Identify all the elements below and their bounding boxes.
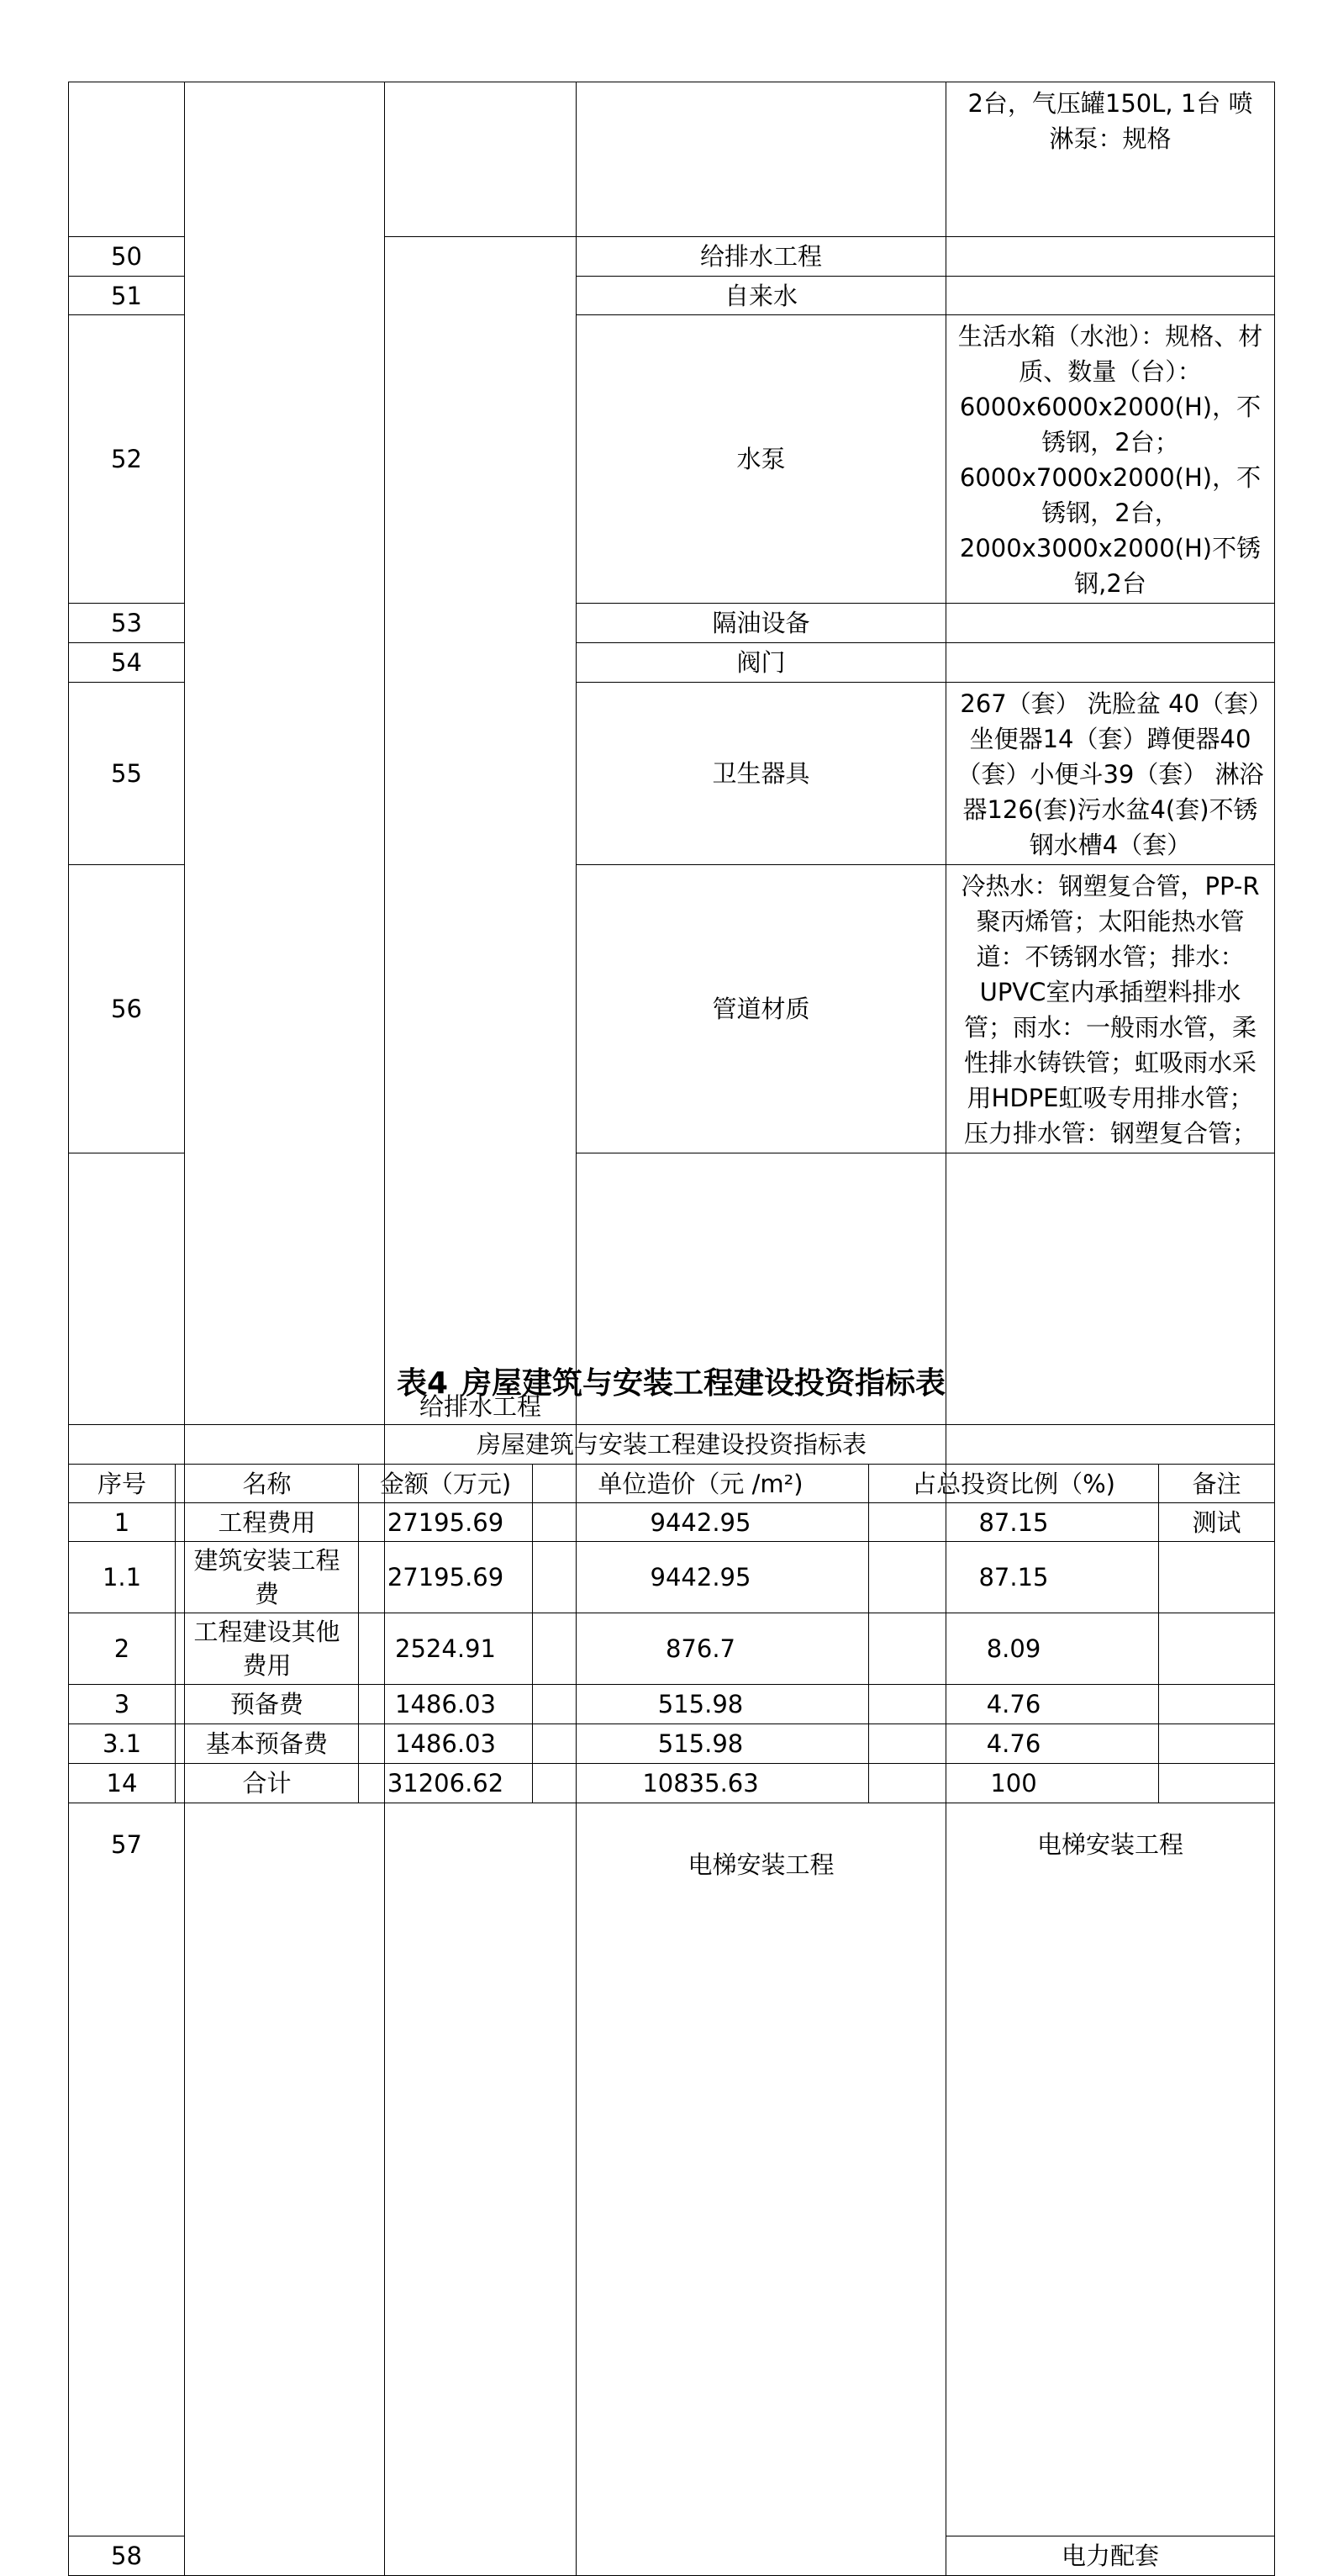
cell-ratio: 4.76 <box>869 1685 1159 1724</box>
cell-serial: 14 <box>69 1764 176 1803</box>
row-number: 50 <box>69 237 185 277</box>
item-description <box>946 643 1275 683</box>
cell-unit-cost: 9442.95 <box>533 1542 869 1613</box>
category-cell <box>185 82 385 2576</box>
cell-name: 工程建设其他费用 <box>176 1613 359 1685</box>
cell-name: 基本预备费 <box>176 1724 359 1764</box>
item-description: 冷热水：钢塑复合管，PP-R聚丙烯管；太阳能热水管道：不锈钢水管；排水：UPVC室内承插塑料排水管；雨水：一般雨水管，柔性排水铸铁管；虹吸雨水采用HDPE虹吸专用排水管；压力排水管：钢塑复合管； <box>946 865 1275 1153</box>
cell-ratio: 87.15 <box>869 1542 1159 1613</box>
row-number: 56 <box>69 865 185 1153</box>
cell-name: 建筑安装工程费 <box>176 1542 359 1613</box>
cell-remark <box>1159 1542 1275 1613</box>
cell-remark <box>1159 1685 1275 1724</box>
table-caption <box>68 1364 1274 1404</box>
cell-amount: 1486.03 <box>359 1685 533 1724</box>
item-name: 自来水 <box>577 277 946 315</box>
item-name: 电力配套 <box>946 2536 1275 2576</box>
item-name: 管道材质 <box>577 865 946 1153</box>
item-name: 水泵 <box>577 315 946 604</box>
group-water-supply: 给排水工程 <box>385 237 577 2576</box>
header-cell: 金额（万元) <box>359 1465 533 1503</box>
item-name: 给排水工程 <box>577 237 946 277</box>
item-description <box>946 277 1275 315</box>
item-name: 卫生器具 <box>577 683 946 865</box>
group-elevator: 电梯安装工程 <box>577 1153 946 2576</box>
row-number: 54 <box>69 643 185 683</box>
item-name: 隔油设备 <box>577 604 946 643</box>
cell-ratio: 4.76 <box>869 1724 1159 1764</box>
cell-serial: 1.1 <box>69 1542 176 1613</box>
row-number: 52 <box>69 315 185 604</box>
caption-title: 房屋建筑与安装工程建设投资指标表 <box>461 1366 946 1401</box>
row-number: 51 <box>69 277 185 315</box>
cell-serial: 2 <box>69 1613 176 1685</box>
cell-ratio: 8.09 <box>869 1613 1159 1685</box>
item-name <box>577 82 946 237</box>
item-description <box>946 604 1275 643</box>
caption-number: 表4 <box>396 1366 449 1401</box>
item-name: 阀门 <box>577 643 946 683</box>
item-description: 2台，气压罐150L, 1台 喷淋泵：规格 <box>946 82 1275 237</box>
cell-serial: 3.1 <box>69 1724 176 1764</box>
item-description: 生活水箱（水池）：规格、材质、数量（台）：6000x6000x2000(H)，不锈钢，2台；6000x7000x2000(H)，不锈钢，2台，2000x3000x2000(H)不锈钢,2台 <box>946 315 1275 604</box>
investment-index-table <box>68 1424 1275 1803</box>
cell-serial: 3 <box>69 1685 176 1724</box>
cell-remark <box>1159 1724 1275 1764</box>
cell-amount: 27195.69 <box>359 1542 533 1613</box>
table-title: 房屋建筑与安装工程建设投资指标表 <box>69 1425 1275 1465</box>
equipment-table <box>68 82 1275 2576</box>
row-number: 57 <box>69 1153 185 2536</box>
cell-name: 工程费用 <box>176 1503 359 1542</box>
cell-ratio: 100 <box>869 1764 1159 1803</box>
cell-name: 预备费 <box>176 1685 359 1724</box>
subcategory-cell <box>385 82 577 237</box>
item-description <box>946 237 1275 277</box>
item-description: 267（套） 洗脸盆 40（套）坐便器14（套）蹲便器40（套）小便斗39（套） 淋浴器126(套)污水盆4(套)不锈钢水槽4（套） <box>946 683 1275 865</box>
row-number <box>69 82 185 237</box>
cell-unit-cost: 9442.95 <box>533 1503 869 1542</box>
row-number: 58 <box>69 2536 185 2576</box>
cell-unit-cost: 876.7 <box>533 1613 869 1685</box>
header-cell: 占总投资比例（%) <box>869 1465 1159 1503</box>
header-cell: 备注 <box>1159 1465 1275 1503</box>
cell-remark <box>1159 1613 1275 1685</box>
header-cell: 单位造价（元 /m²) <box>533 1465 869 1503</box>
cell-unit-cost: 515.98 <box>533 1685 869 1724</box>
cell-amount: 31206.62 <box>359 1764 533 1803</box>
row-number: 53 <box>69 604 185 643</box>
header-cell: 名称 <box>176 1465 359 1503</box>
cell-unit-cost: 10835.63 <box>533 1764 869 1803</box>
row-number: 55 <box>69 683 185 865</box>
item-name: 电梯安装工程 <box>946 1153 1275 2536</box>
cell-unit-cost: 515.98 <box>533 1724 869 1764</box>
header-cell: 序号 <box>69 1465 176 1503</box>
cell-remark: 测试 <box>1159 1503 1275 1542</box>
cell-amount: 2524.91 <box>359 1613 533 1685</box>
cell-name: 合计 <box>176 1764 359 1803</box>
cell-remark <box>1159 1764 1275 1803</box>
cell-amount: 1486.03 <box>359 1724 533 1764</box>
cell-ratio: 87.15 <box>869 1503 1159 1542</box>
cell-serial: 1 <box>69 1503 176 1542</box>
cell-amount: 27195.69 <box>359 1503 533 1542</box>
